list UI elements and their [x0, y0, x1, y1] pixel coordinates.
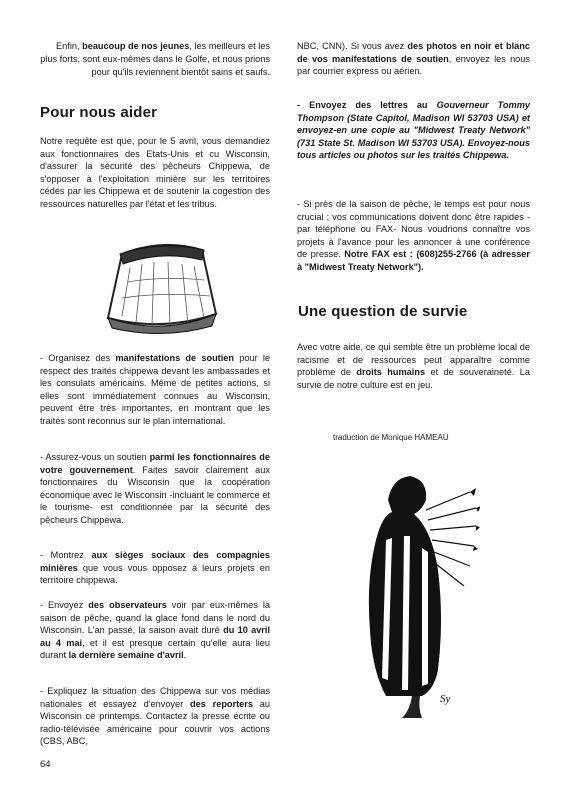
- birchbark-basket-illustration: [92, 232, 232, 342]
- intro-paragraph: [40, 40, 270, 79]
- bold-run: aux sièges sociaux des compagnies minières: [40, 550, 270, 573]
- text-run: - Organisez des: [40, 353, 116, 363]
- bold-run: des reporters: [190, 698, 253, 709]
- text-run: Enfin,: [56, 41, 83, 51]
- bold-run: Notre FAX est : (608)255-2766 (à adresser à "Midwest Treaty Network").: [297, 249, 530, 272]
- svg-text:Sy: Sy: [440, 693, 451, 705]
- text-run: - Assurez-vous un soutien: [40, 452, 150, 462]
- letters-paragraph: [297, 99, 530, 162]
- heading-pour-nous-aider: Pour nous aider: [40, 104, 158, 121]
- bold-run: - Envoyez des lettres au: [297, 100, 437, 110]
- observers-paragraph: [40, 599, 270, 662]
- mining-paragraph: [40, 549, 270, 587]
- bold-run: beaucoup de nos jeunes: [82, 41, 190, 51]
- text-run: . Faites savoir clairement aux fonctionnaires du Wisconsin que la coopération économique avec le Wisconsin -incluant le commerce et le tourisme- est conditionnée par la sécurité des pêcheurs Chippewa.: [40, 464, 270, 525]
- text-run: , les meilleurs et les plus forts, sont eux-mêmes dans le Golfe, et nous prions pour qu'ils reviennent bientôt sains et saufs.: [40, 41, 270, 77]
- text-run: - Expliquez la situation des Chippewa sur vos médias nationales et essayez d'envoyer: [40, 686, 270, 709]
- bold-run: parmi les fonctionnaires de votre gouvernement: [40, 452, 270, 475]
- text-run: et de souveraineté. La survie de notre culture est en jeu.: [297, 367, 530, 390]
- text-run: .: [183, 650, 187, 661]
- text-run: NBC, CNN). Si vous avez: [297, 41, 408, 51]
- text-run: Avec votre aide, ce qui semble être un problème local de racisme et de ressources peut apparaître comme problème de: [297, 342, 530, 378]
- officials-paragraph: [40, 451, 270, 527]
- heading-une-question-de-survie: Une question de survie: [298, 303, 468, 320]
- bold-run: manifestations de soutien: [115, 353, 235, 363]
- photos-paragraph: [297, 40, 530, 78]
- page-number: 64: [40, 759, 51, 770]
- bold-run: du 10 avril au 4 mai: [40, 625, 270, 648]
- bold-run: droits humains: [356, 367, 426, 378]
- text-run: , et il est presque certain qu'elle aura lieu durant: [40, 637, 270, 661]
- bold-run: des observateurs: [88, 600, 167, 610]
- text-run: pour le respect des traités chippewa devant les ambassades et les consulats américains. Même de petites actions, si elles sont immédiatement connues au Wisconsin, peuvent être très importantes, en montrant que les traités sont reconnus sur le plan international.: [40, 353, 270, 426]
- text-run: voir par eux-mêmes la saison de pêche, quand la glace fond dans le nord du Wisconsin. L'an passé, la saison avait duré: [40, 600, 270, 636]
- translation-credit: traduction de Monique HAMEAU: [333, 433, 449, 442]
- bold-italic-run: Gouverneur Tommy Thompson (State Capitol, Madison WI 53703 USA) et envoyez-en une copie au "Midwest Treaty Network" (731 State St. Madison WI 53703 USA). Envoyez-nous tous articles ou photos sur les traités Chippewa.: [297, 100, 530, 161]
- bold-run: des photos en noir et blanc de vos manifestations de soutien: [297, 41, 531, 64]
- text-run: - Montrez: [40, 550, 92, 560]
- fax-paragraph: [297, 198, 530, 274]
- text-run: - Envoyez: [40, 600, 89, 610]
- text-run: au Wisconsin ce printemps. Contactez la presse écrite ou radio-télévisée américaine pour couvrir vos actions (CBS, ABC,: [40, 698, 270, 747]
- media-paragraph: [40, 685, 270, 748]
- request-paragraph: Notre requête est que, pour le 5 avril, vous demandiez aux fonctionnaires des Etats-Unis et cu Wisconsin, d'assurer la sécurité des pêcheurs Chippewa, de s'opposer à l'exploitation minière sur les territoires cédés par les Chippewa et de soutenir la cogestion des ressources naturelles par l'état et les tribus.: [40, 136, 270, 209]
- blanket-figure-illustration: [352, 470, 480, 724]
- text-run: que vous vous opposez à leurs projets en territoire chippewa.: [40, 562, 270, 586]
- text-run: , envoyez les nous par courrier express ou aérien.: [297, 53, 530, 77]
- demonstrations-paragraph: [40, 352, 270, 428]
- survival-paragraph: [297, 341, 530, 391]
- bold-run: la dernière semaine d'avril: [68, 650, 184, 661]
- text-run: - Si près de la saison de pêche, le temps est pour nous crucial ; vos communications doivent donc être rapides -par téléphone ou FAX- Nous voudrions connaître vos projets à l'avance pour les annoncer à une conférence de presse.: [297, 199, 530, 260]
